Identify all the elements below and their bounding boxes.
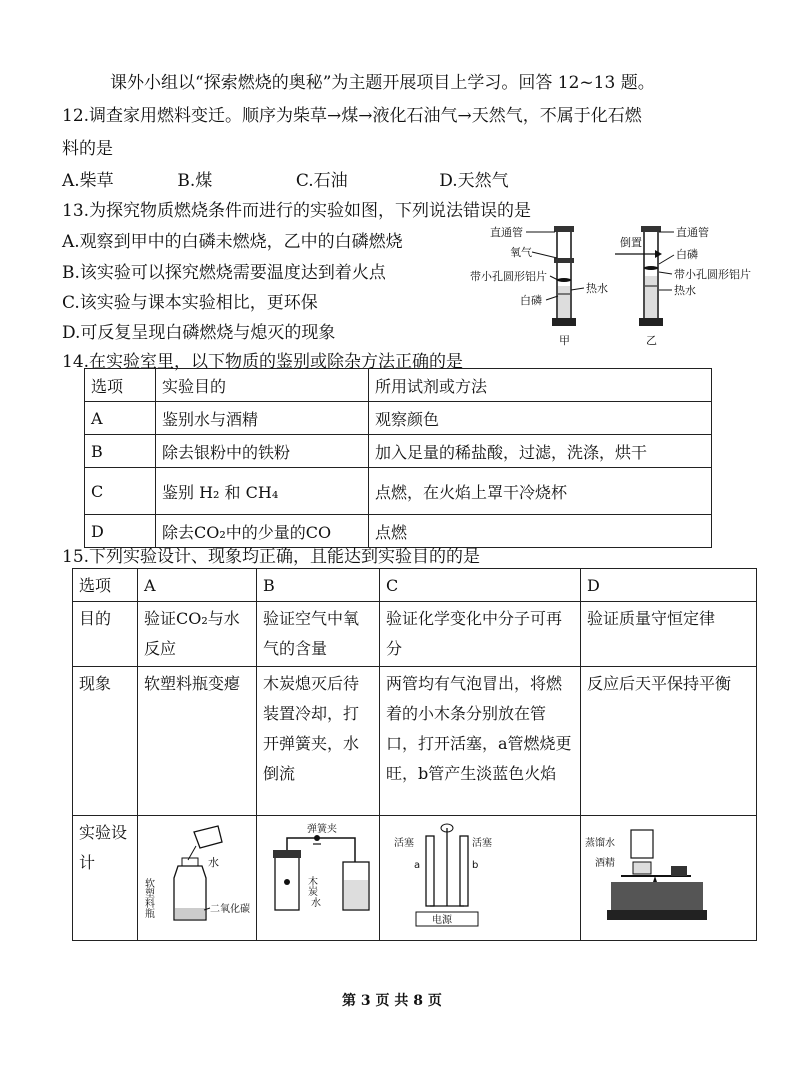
design-a-figure: [138, 816, 256, 930]
q12-options: [62, 166, 509, 191]
q15-purpose-d: 验证质量守恒定律: [581, 602, 757, 667]
design-b-water: 水: [311, 898, 321, 909]
design-a-gas: 二氧化碳: [210, 904, 250, 915]
page-footer: 第 3 页 共 8 页: [342, 993, 442, 1009]
q15-header-c: C: [380, 569, 581, 602]
jia-label-tube: 直通管: [490, 226, 523, 239]
design-c-figure: [380, 816, 580, 930]
table-row: [73, 816, 757, 941]
q15-phenomenon-d: 反应后天平保持平衡: [581, 667, 757, 816]
design-c-b: b: [472, 860, 479, 871]
table-row: [73, 602, 757, 667]
q14-cell: 点燃: [369, 515, 712, 548]
yi-label-tube: 直通管: [676, 226, 709, 239]
design-b-clip: 弹簧夹: [307, 824, 337, 835]
table-row: [85, 468, 712, 515]
jia-label-water: 热水: [586, 282, 608, 295]
q12-option-c: C.石油: [295, 171, 348, 191]
yi-label-water: 热水: [674, 284, 696, 297]
q13-option-c: C.该实验与课本实验相比，更环保: [62, 293, 318, 313]
q14-cell: D: [85, 515, 156, 548]
tube-jia: [552, 226, 576, 326]
design-c-power: 电源: [432, 915, 452, 926]
q15-header-option: 选项: [73, 569, 138, 602]
table-row: [73, 667, 757, 816]
q15-phenomenon-a: 软塑料瓶变瘪: [138, 667, 257, 816]
q14-cell: 加入足量的稀盐酸，过滤，洗涤，烘干: [369, 435, 712, 468]
jia-label-oxygen: 氧气: [510, 246, 532, 259]
q12-option-a: A.柴草: [62, 171, 114, 191]
table-row: [85, 402, 712, 435]
design-a-bottle: 软塑料瓶: [142, 878, 154, 918]
table-row: [85, 435, 712, 468]
q13-option-d: D.可反复呈现白磷燃烧与熄灭的现象: [62, 323, 336, 343]
q14-cell: C: [85, 468, 156, 515]
caption-jia: 甲: [559, 334, 570, 347]
q15-table: [72, 568, 757, 941]
jia-label-phosphorus: 白磷: [520, 294, 542, 307]
q14-cell: B: [85, 435, 156, 468]
yi-label-plate: 带小孔圆形铝片: [674, 268, 751, 281]
q15-design-label: 实验设计: [73, 816, 138, 941]
q14-cell: 鉴别 H₂ 和 CH₄: [156, 468, 369, 515]
q15-phenomenon-c: 两管均有气泡冒出，将燃着的小木条分别放在管口，打开活塞，a管燃烧更旺，b管产生淡蓝色火焰: [380, 667, 581, 816]
q15-purpose-c: 验证化学变化中分子可再分: [380, 602, 581, 667]
q15-stem: 15.下列实验设计、现象均正确，且能达到实验目的的是: [62, 547, 481, 567]
q15-purpose-label: 目的: [73, 602, 138, 667]
q14-header-method: 所用试剂或方法: [369, 369, 712, 402]
q15-design-a: [138, 816, 257, 941]
design-d-alcohol: 酒精: [595, 858, 615, 869]
q14-cell: 除去CO₂中的少量的CO: [156, 515, 369, 548]
q15-phenomenon-label: 现象: [73, 667, 138, 816]
yi-label-phosphorus: 白磷: [676, 248, 698, 261]
q12-stem-line1: 12.调查家用燃料变迁。顺序为柴草→煤→液化石油气→天然气，不属于化石燃: [62, 106, 642, 126]
q15-header-b: B: [257, 569, 380, 602]
q12-stem-line2: 料的是: [62, 139, 113, 159]
q14-cell: 点燃，在火焰上罩干冷烧杯: [369, 468, 712, 515]
design-c-valve-right: 活塞: [472, 838, 492, 849]
design-d-figure: [581, 816, 731, 930]
q15-phenomenon-b: 木炭熄灭后待装置冷却，打开弹簧夹，水倒流: [257, 667, 380, 816]
q14-header-purpose: 实验目的: [156, 369, 369, 402]
arrow-label: 倒置: [620, 236, 642, 249]
q14-stem: 14.在实验室里，以下物质的鉴别或除杂方法正确的是: [62, 352, 464, 372]
q14-header-option: 选项: [85, 369, 156, 402]
table-row: [85, 369, 712, 402]
jia-label-plate: 带小孔圆形铝片: [470, 270, 547, 283]
design-d-water: 蒸馏水: [585, 838, 615, 849]
design-c-a: a: [414, 860, 421, 871]
q14-cell: 除去银粉中的铁粉: [156, 435, 369, 468]
design-c-valve-left: 活塞: [394, 838, 414, 849]
table-row: [73, 569, 757, 602]
q14-table: [84, 368, 712, 548]
q14-cell: 鉴别水与酒精: [156, 402, 369, 435]
tube-yi: [639, 226, 663, 326]
design-b-carbon: 木炭: [305, 876, 317, 896]
q15-header-d: D: [581, 569, 757, 602]
q14-cell: 观察颜色: [369, 402, 712, 435]
q12-option-b: B.煤: [177, 171, 213, 191]
q13-option-a: A.观察到甲中的白磷未燃烧，乙中的白磷燃烧: [62, 232, 403, 252]
q15-purpose-a: 验证CO₂与水反应: [138, 602, 257, 667]
q15-header-a: A: [138, 569, 257, 602]
q15-design-c: [380, 816, 581, 941]
intro-text: 课外小组以“探索燃烧的奥秘”为主题开展项目上学习。回答 12~13 题。: [110, 73, 655, 93]
q15-purpose-b: 验证空气中氧气的含量: [257, 602, 380, 667]
q14-cell: A: [85, 402, 156, 435]
q13-option-b: B.该实验可以探究燃烧需要温度达到着火点: [62, 263, 386, 283]
caption-yi: 乙: [646, 334, 657, 347]
q15-design-d: [581, 816, 757, 941]
design-b-figure: [257, 816, 379, 930]
q12-option-d: D.天然气: [439, 171, 509, 191]
design-a-water: 水: [208, 856, 219, 869]
q13-figure: [470, 218, 790, 348]
q13-stem: 13.为探究物质燃烧条件而进行的实验如图，下列说法错误的是: [62, 201, 532, 221]
q15-design-b: [257, 816, 380, 941]
